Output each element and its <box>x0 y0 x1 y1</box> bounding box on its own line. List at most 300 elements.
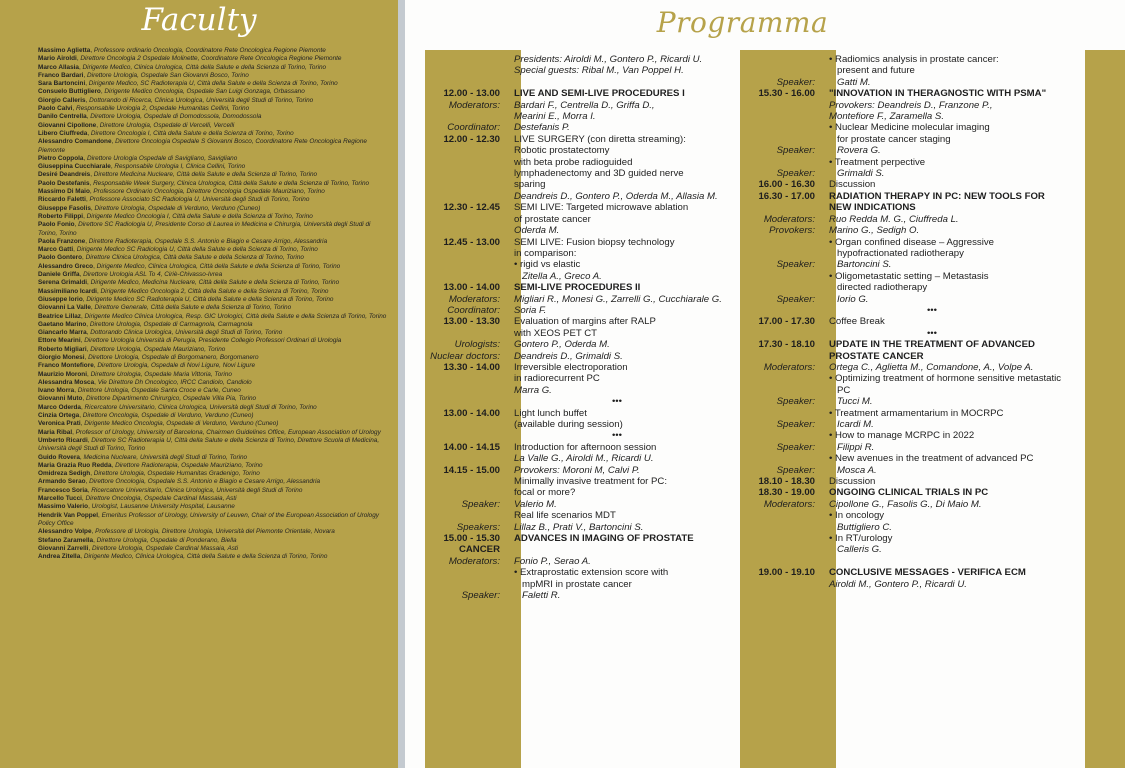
programme-time-label: 18.30 - 19.00 <box>758 487 815 499</box>
faculty-name: Desiré Deandreis <box>38 171 91 179</box>
faculty-entry: Serena Grimaldi, Dirigente Medico, Medicina Nucleare, Città della Salute e della Scienza di Torino, Torino <box>38 279 340 287</box>
faculty-role: Direttore SC Radioterapia U, Città della Salute e della Scienza di Torino, Direttore Scuola di Medicina, Università degli Studi di Torino, Torino <box>38 436 380 453</box>
programme-time-label <box>745 65 829 76</box>
programme-content: in radiorecurrent PC <box>514 373 600 385</box>
programme-row <box>430 54 760 65</box>
programme-time-label <box>745 237 829 248</box>
faculty-role: Direttore Dipartimento Chirurgico, Ospedale Villa Pia, Torino <box>85 395 257 403</box>
programme-time-label <box>430 65 514 76</box>
programme-row <box>745 225 1075 236</box>
programme-content: present and future <box>837 65 915 77</box>
faculty-name: Paolo Gontero <box>38 254 83 262</box>
faculty-name: Giuseppe Fasolis <box>38 204 91 212</box>
programme-row <box>745 214 1075 225</box>
programme-content: SEMI-LIVE PROCEDURES II <box>514 282 641 294</box>
faculty-entry: Giuseppe Iorio, Dirigente Medico SC Radioterapia U, Città della Salute e della Scienza di Torino, Torino <box>38 295 334 303</box>
programme-row <box>430 419 760 430</box>
programme-row <box>745 419 1075 430</box>
programme-row <box>430 259 760 270</box>
faculty-role: Direttore Urologia Università di Perugia, Presidente Collegio Professori Ordinari di Urologia <box>84 337 342 345</box>
faculty-entry: Armando Serao, Direttore Oncologia, Ospedale S.S. Antonio e Biagio e Cesare Arrigo, Alessandria <box>38 478 321 486</box>
programme-row <box>745 294 1075 305</box>
programme-row <box>430 100 760 111</box>
programme-content: Gontero P., Oderda M. <box>514 339 610 351</box>
programme-time-label <box>430 168 514 179</box>
programme-time-label <box>430 579 514 590</box>
programme-row <box>430 510 760 521</box>
faculty-role: Direttore Radioterapia, Ospedale Mauriziano, Torino <box>115 461 263 469</box>
programme-time-label: Moderators: <box>448 293 500 305</box>
programme-content: ••• <box>611 396 623 408</box>
faculty-entry: Alessandro Volpe, Professore di Urologia, Direttore Urologia, Università del Piemonte Orientale, Novara <box>38 528 335 536</box>
programme-row <box>430 487 760 498</box>
programme-row <box>745 237 1075 248</box>
programme-content: NEW INDICATIONS <box>829 202 916 214</box>
faculty-role: Dirigente Medico Clinica Urologica, Resp. GIC Urologici, Città della Salute e della Scienza di Torino, Torino <box>84 312 387 320</box>
faculty-name: Giovanni Muto <box>38 395 83 403</box>
programme-content: lymphadenectomy and 3D guided nerve <box>514 168 684 180</box>
programme-row <box>745 248 1075 259</box>
faculty-name: Maurizio Moroni <box>38 370 87 378</box>
programme-content: Deandreis D., Grimaldi S. <box>514 350 623 362</box>
faculty-name: Ivano Morra <box>38 387 75 395</box>
faculty-entry: Paolo Calvi, Responsabile Urologia 2, Ospedale Humanitas Cellini, Torino <box>38 105 250 113</box>
faculty-role: Dirigente Medico, Medicina Nucleare, Città della Salute e della Scienza di Torino, Torino <box>90 279 340 287</box>
programme-content: ADVANCES IN IMAGING OF PROSTATE <box>514 533 694 545</box>
programme-content: Grimaldi S. <box>837 168 885 180</box>
programme-time-label: Speaker: <box>461 498 500 510</box>
programme-row <box>430 134 760 145</box>
programme-time-label: 19.00 - 19.10 <box>758 567 815 579</box>
programme-time-label: Moderators: <box>448 555 500 567</box>
faculty-role: Direttore Urologia, Ospedale di Domodossola, Domodossola <box>90 113 262 121</box>
programme-time-label <box>745 54 829 65</box>
programme-time-label <box>430 225 514 236</box>
programme-time-label <box>745 122 829 133</box>
faculty-name: Alessandro Comandone <box>38 138 112 146</box>
programme-time-label: 13.30 - 14.00 <box>443 361 500 373</box>
faculty-name: Hendrik Van Poppel <box>38 511 99 519</box>
faculty-role: Dirigente Medico, Clinica Urologica, Città della Salute e della Scienza di Torino, Torino <box>82 63 327 71</box>
programme-time-label: 12.00 - 13.00 <box>443 88 500 100</box>
programme-content: ••• <box>926 304 938 316</box>
programme-content: Bartoncini S. <box>837 259 892 271</box>
programme-time-label <box>430 191 514 202</box>
programme-row <box>745 487 1075 498</box>
programme-row <box>745 145 1075 156</box>
programme-row <box>430 567 760 578</box>
programme-content: Migliari R., Monesi G., Zarrelli G., Cucchiarale G. <box>514 293 722 305</box>
faculty-name: Franco Montefiore <box>38 362 94 370</box>
programme-content: Light lunch buffet <box>514 407 587 419</box>
programme-row <box>745 465 1075 476</box>
programme-column-right <box>745 54 1075 590</box>
faculty-name: Gaetano Marino <box>38 320 87 328</box>
faculty-entry: Beatrice Lillaz, Dirigente Medico Clinica Urologica, Resp. GIC Urologici, Città della Salute e della Scienza di Torino, Torino <box>38 312 387 320</box>
faculty-entry: Giancarlo Marra, Dottorando Clinica Urologica, Università degli Studi di Torino, Torino <box>38 329 283 337</box>
programme-content: Introduction for afternoon session <box>514 441 657 453</box>
programme-content <box>514 544 760 555</box>
programme-row <box>430 225 760 236</box>
programme-panel <box>405 0 1125 768</box>
programme-row <box>745 88 1075 99</box>
faculty-name: Paolo Destefanis <box>38 179 90 187</box>
programme-content: Mearini E., Morra I. <box>514 111 596 123</box>
programme-time-label: Moderators: <box>763 498 815 510</box>
faculty-name: Marco Allasia <box>38 63 79 71</box>
faculty-entry: Ettore Mearini, Direttore Urologia Università di Perugia, Presidente Collegio Professori Ordinari di Urologia <box>38 337 342 345</box>
faculty-entry: Veronica Prati, Dirigente Medico Oncologia, Ospedale di Verduno, Verduno (Cuneo) <box>38 420 279 428</box>
programme-time-label: 18.10 - 18.30 <box>758 476 815 488</box>
programme-time-label: 16.30 - 17.00 <box>758 190 815 202</box>
programme-row <box>430 214 760 225</box>
programme-row <box>430 533 760 544</box>
programme-time-label <box>430 328 514 339</box>
programme-row <box>430 202 760 213</box>
faculty-entry: Maurizio Moroni, Direttore Urologia, Ospedale Maria Vittoria, Torino <box>38 370 232 378</box>
faculty-entry: Marcello Tucci, Direttore Oncologia, Ospedale Cardinal Massaia, Asti <box>38 495 237 503</box>
programme-row <box>745 157 1075 168</box>
faculty-name: Serena Grimaldi <box>38 279 88 287</box>
programme-row <box>745 202 1075 213</box>
programme-content: • Extraprostatic extension score with <box>514 567 669 579</box>
faculty-entry: Giorgio Calleris, Dottorando di Ricerca, Clinica Urologica, Università degli Studi di Torino, Torino <box>38 96 314 104</box>
programme-time-label <box>745 510 829 521</box>
programme-row <box>430 294 760 305</box>
programme-time-label <box>430 157 514 168</box>
programme-row <box>430 179 760 190</box>
programme-row <box>745 556 1075 567</box>
faculty-role: Direttore Oncologia I, Città della Salute e della Scienza di Torino, Torino <box>90 129 294 137</box>
faculty-name: Massimo Di Maio <box>38 188 90 196</box>
programme-content: focal or more? <box>514 487 576 499</box>
programme-content: Airoldi M., Gontero P., Ricardi U. <box>829 578 967 590</box>
programme-row <box>745 362 1075 373</box>
faculty-role: Professore ordinario Oncologia, Coordinatore Rete Oncologica Regione Piemonte <box>93 47 326 54</box>
programme-time-label: Coordinator: <box>447 122 500 134</box>
programme-content: Gatti M. <box>837 76 871 88</box>
faculty-name: Roberto Migliari <box>38 345 87 353</box>
programme-row <box>745 179 1075 190</box>
programme-row <box>745 168 1075 179</box>
faculty-name: Franco Bardari <box>38 71 84 79</box>
programme-row <box>430 579 760 590</box>
faculty-name: Massimo Valerio <box>38 503 89 511</box>
programme-time-label <box>745 351 829 362</box>
programme-content: Provokers: Moroni M, Calvi P. <box>514 464 640 476</box>
programme-row <box>745 134 1075 145</box>
faculty-name: Guido Rovera <box>38 453 80 461</box>
programme-time-label: Moderators: <box>763 361 815 373</box>
programme-row <box>745 510 1075 521</box>
programme-time-label <box>745 328 829 339</box>
programme-content: La Valle G., Airoldi M., Ricardi U. <box>514 453 654 465</box>
faculty-name: Andrea Zitella <box>38 553 81 561</box>
programme-content: Tucci M. <box>837 396 873 408</box>
faculty-name: Marco Oderda <box>38 403 81 411</box>
faculty-role: Direttore Urologia, Ospedale di Carmagnola, Carmagnola <box>89 320 253 328</box>
programme-row <box>745 351 1075 362</box>
programme-content: Provokers: Deandreis D., Franzone P., <box>829 99 993 111</box>
faculty-role: Direttore Urologia, Ospedale di Ponderano, Biella <box>96 536 237 544</box>
programme-row <box>430 339 760 350</box>
programme-row <box>745 567 1075 578</box>
programme-row <box>745 328 1075 339</box>
programme-content: Bardari F., Centrella D., Griffa D., <box>514 99 655 111</box>
faculty-entry: Franco Bardari, Direttore Urologia, Ospedale San Giovanni Bosco, Torino <box>38 71 249 79</box>
faculty-name: Riccardo Faletti <box>38 196 86 204</box>
faculty-role: Direttore Urologia, Ospedale San Giovanni Bosco, Torino <box>87 71 249 79</box>
programme-row <box>745 282 1075 293</box>
programme-content: • Oligometastatic setting – Metastasis <box>829 270 989 282</box>
faculty-entry: Marco Gatti, Dirigente Medico SC Radiologia U, Città della Salute e della Scienza di Torino, Torino <box>38 246 318 254</box>
faculty-role: Dirigente Medico Oncologia, Ospedale San Luigi Gonzaga, Orbassano <box>104 88 305 96</box>
faculty-role: Dirigente Medico Oncologia 2, Città della Salute e della Scienza di Torino, Torino <box>100 287 329 295</box>
programme-time-label <box>745 202 829 213</box>
programme-time-label <box>430 487 514 498</box>
programme-time-label <box>745 282 829 293</box>
faculty-role: Responsabile Week Surgery, Clinica Urologica, Città della Salute e della Scienza di Torino, Torino <box>93 179 370 187</box>
programme-content: with XEOS PET CT <box>514 327 597 339</box>
faculty-entry: Massimo Di Maio, Professore Ordinario Oncologia, Direttore Oncologia Ospedale Mauriziano, Torino <box>38 188 325 196</box>
faculty-name: Giovanni Zarrelli <box>38 544 89 552</box>
faculty-entry: Marco Oderda, Ricercatore Universitario, Clinica Urologica, Università degli Studi di Torino, Torino <box>38 403 317 411</box>
programme-row <box>430 373 760 384</box>
faculty-name: Danilo Centrella <box>38 113 87 121</box>
programme-row <box>430 351 760 362</box>
programme-content: • In oncology <box>829 510 885 522</box>
programme-time-label: 12.45 - 13.00 <box>443 236 500 248</box>
programme-column-left <box>430 54 760 602</box>
programme-time-label: 13.00 - 13.30 <box>443 316 500 328</box>
programme-time-label <box>430 385 514 396</box>
programme-time-label <box>430 271 514 282</box>
programme-row <box>745 77 1075 88</box>
faculty-entry: Ivano Morra, Direttore Urologia, Ospedale Santa Croce e Carle, Cuneo <box>38 387 241 395</box>
programme-title: Programma <box>656 6 829 39</box>
programme-content: Marino G., Sedigh O. <box>829 225 920 237</box>
faculty-name: Stefano Zaramella <box>38 536 94 544</box>
programme-row <box>430 316 760 327</box>
faculty-role: Direttore Oncologia 2 Ospedale Molinette, Coordinatore Rete Oncologica Regione Piemonte <box>80 55 342 63</box>
faculty-role: Dirigente Medico SC Radiologia U, Città della Salute e della Scienza di Torino, Torino <box>76 246 318 254</box>
faculty-name: Marco Gatti <box>38 246 74 254</box>
programme-content: Faletti R. <box>522 590 561 602</box>
programme-time-label: Coordinator: <box>447 304 500 316</box>
faculty-name: Marcello Tucci <box>38 495 82 503</box>
faculty-role: Direttore Oncologia, Ospedale Cardinal Massaia, Asti <box>85 495 237 503</box>
programme-content: • Optimizing treatment of hormone sensitive metastatic PC <box>829 373 1062 396</box>
programme-time-label: 15.30 - 16.00 <box>758 88 815 100</box>
faculty-name: Pietro Coppola <box>38 154 84 162</box>
faculty-role: Professore Ordinario Oncologia, Direttore Oncologia Ospedale Mauriziano, Torino <box>93 188 325 196</box>
programme-time-label <box>430 214 514 225</box>
faculty-entry: Paola Franzone, Direttore Radioterapia, Ospedale S.S. Antonio e Biagio e Cesare Arrigo, Alessandria <box>38 237 328 245</box>
faculty-entry: Paolo Destefanis, Responsabile Week Surgery, Clinica Urologica, Città della Salute e della Scienza di Torino, Torino <box>38 179 370 187</box>
programme-time-label <box>745 100 829 111</box>
programme-content: for prostate cancer staging <box>837 133 951 145</box>
faculty-role: Dirigente Medico, SC Radioterapia U, Città della Salute e della Scienza di Torino, Torino <box>88 80 338 88</box>
programme-content: • Treatment perpective <box>829 156 926 168</box>
faculty-role: Direttore Urologia, Ospedale Cardinal Massaia, Asti <box>92 544 239 552</box>
faculty-role: Ricercatore Universitario, Clinica Urologica, Università degli Studi di Torino <box>91 486 303 494</box>
faculty-name: Sara Bartoncini <box>38 80 86 88</box>
programme-time-label <box>430 373 514 384</box>
faculty-name: Daniele Griffa <box>38 271 80 279</box>
programme-time-label <box>745 544 829 555</box>
faculty-name: Alessandro Greco <box>38 262 94 270</box>
programme-time-label <box>745 111 829 122</box>
programme-content: Cipollone G., Fasolis G., Di Maio M. <box>829 498 982 510</box>
programme-row <box>745 100 1075 111</box>
programme-time-label <box>745 373 829 396</box>
programme-row <box>745 191 1075 202</box>
programme-row <box>745 111 1075 122</box>
programme-content: • How to manage MCRPC in 2022 <box>829 430 975 442</box>
programme-content: Deandreis D., Gontero P., Oderda M., Allasia M. <box>514 190 718 202</box>
programme-time-label <box>430 419 514 430</box>
programme-row <box>430 385 760 396</box>
faculty-role: Direttore Urologia, Ospedale di Vercelli, Vercelli <box>99 121 235 129</box>
programme-content: Minimally invasive treatment for PC: <box>514 476 668 488</box>
faculty-role: Dirigente Medico, Clinica Urologica, Città della Salute e della Scienza di Torino, Torino <box>83 553 328 561</box>
programme-time-label <box>430 248 514 259</box>
programme-content: sparing <box>514 179 546 191</box>
programme-time-label <box>745 271 829 282</box>
faculty-name: Mario Airoldi <box>38 55 77 63</box>
faculty-name: Giancarlo Marra <box>38 329 87 337</box>
programme-content: (available during session) <box>514 419 623 430</box>
programme-content: Robotic prostatectomy <box>514 145 610 157</box>
faculty-name: Francesco Soria <box>38 486 88 494</box>
faculty-role: Vie Direttore Dh Oncologico, IRCC Candiolo, Candiolo <box>97 378 252 386</box>
programme-content: ••• <box>611 430 623 442</box>
faculty-entry: Paolo Fonio, Direttore SC Radiologia U, Presidente Corso di Laurea in Medicina e Chirurgia, Università degli Studi di Torino, Torino <box>38 221 371 237</box>
faculty-role: Direttore Radioterapia, Ospedale S.S. Antonio e Biagio e Cesare Arrigo, Alessandria <box>88 237 328 245</box>
programme-content: PROSTATE CANCER <box>829 350 924 362</box>
faculty-entry: Sara Bartoncini, Dirigente Medico, SC Radioterapia U, Città della Salute e della Scienza di Torino, Torino <box>38 80 338 88</box>
programme-content: Discussion <box>829 476 876 488</box>
faculty-role: Direttore Oncologia Ospedale S Giovanni Bosco, Coordinatore Rete Oncologica Regione Piemonte <box>38 138 367 154</box>
programme-time-label: 14.00 - 14.15 <box>443 441 500 453</box>
faculty-role: Urologist, Lausanne University Hospital, Lausanne <box>91 503 235 511</box>
programme-row <box>745 544 1075 555</box>
faculty-entry: Giuseppina Cucchiarale, Responsabile Urologia I, Clinica Cellini, Torino <box>38 163 246 171</box>
faculty-entry: Giovanni Muto, Direttore Dipartimento Chirurgico, Ospedale Villa Pia, Torino <box>38 395 257 403</box>
programme-time-label: 14.15 - 15.00 <box>443 464 500 476</box>
programme-row <box>430 476 760 487</box>
faculty-role: Medicina Nucleare, Università degli Studi di Torino, Torino <box>83 453 248 461</box>
programme-content: Filippi R. <box>837 441 875 453</box>
programme-time-label: Speaker: <box>776 419 815 430</box>
faculty-name: Alessandra Mosca <box>38 378 95 386</box>
programme-row <box>430 430 760 441</box>
faculty-name: Giovanni La Valle <box>38 304 91 312</box>
faculty-entry: Desiré Deandreis, Direttore Medicina Nucleare, Città della Salute e della Scienza di Torino, Torino <box>38 171 318 179</box>
programme-row <box>745 522 1075 533</box>
programme-content: Buttigliero C. <box>837 521 892 533</box>
faculty-name: Libero Ciuffreda <box>38 129 88 137</box>
programme-row <box>430 590 760 601</box>
faculty-role: Professor of Urology, University of Barcelona, Chairmen Guidelines Office, European Association of Urology <box>75 428 381 436</box>
faculty-role: Direttore Urologia, Ospedale di Borgomanero, Borgomanero <box>88 353 259 361</box>
faculty-entry: Umberto Ricardi, Direttore SC Radioterapia U, Città della Salute e della Scienza di Torino, Direttore Scuola di Medicina, Università degli Studi di Torino, Torino <box>38 436 380 453</box>
programme-row <box>745 316 1075 327</box>
programme-row <box>745 396 1075 407</box>
faculty-role: Dottorando di Ricerca, Clinica Urologica, Università degli Studi di Torino, Torino <box>89 96 314 104</box>
faculty-entry: Hendrik Van Poppel, Emeritus Professor of Urology, University of Leuven, Chair of the European Association of Urology Policy Office <box>38 511 379 527</box>
faculty-name: Giorgio Calleris <box>38 96 86 104</box>
programme-row <box>430 522 760 533</box>
programme-row <box>430 122 760 133</box>
faculty-title: Faculty <box>141 2 257 38</box>
faculty-entry: Giovanni Cipollone, Direttore Urologia, Ospedale di Vercelli, Vercelli <box>38 121 235 129</box>
programme-row <box>430 248 760 259</box>
faculty-role: Direttore Urologia, Ospedale Mauriziano, Torino <box>90 345 226 353</box>
faculty-entry: Omidreza Sedigh, Direttore Urologia, Ospedale Humanitas Gradenigo, Torino <box>38 470 260 478</box>
faculty-entry: Libero Ciuffreda, Direttore Oncologia I, Città della Salute e della Scienza di Torino, Torino <box>38 129 294 137</box>
programme-content: Mosca A. <box>837 464 877 476</box>
faculty-entry: Alessandro Greco, Dirigente Medico, Clinica Urologica, Città della Salute e della Scienza di Torino, Torino <box>38 262 341 270</box>
faculty-entry: Massimo Valerio, Urologist, Lausanne University Hospital, Lausanne <box>38 503 235 511</box>
programme-row <box>430 65 760 76</box>
faculty-entry: Franco Montefiore, Direttore Urologia, Ospedale di Novi Ligure, Novi Ligure <box>38 362 256 370</box>
programme-content: Rovera G. <box>837 145 881 157</box>
programme-time-label: Urologists: <box>454 339 500 351</box>
faculty-role: Direttore Generale, Città della Salute e della Scienza di Torino, Torino <box>94 304 292 312</box>
faculty-entry: Gaetano Marino, Direttore Urologia, Ospedale di Carmagnola, Carmagnola <box>38 320 253 328</box>
programme-content: Soria F. <box>514 304 547 316</box>
programme-time-label <box>745 556 829 567</box>
programme-row <box>430 499 760 510</box>
programme-content: LIVE SURGERY (con diretta streaming): <box>514 133 686 145</box>
faculty-role: Emeritus Professor of Urology, University of Leuven, Chair of the European Association of Urology Policy Office <box>38 511 379 527</box>
programme-time-label: Moderators: <box>448 99 500 111</box>
programme-time-label: Nuclear doctors: <box>430 350 500 362</box>
faculty-role: Direttore Urologia, Ospedale Santa Croce e Carle, Cuneo <box>77 387 241 395</box>
faculty-name: Paola Franzone <box>38 237 86 245</box>
programme-content: Calleris G. <box>837 544 882 556</box>
programme-time-label: 16.00 - 16.30 <box>758 179 815 191</box>
programme-time-label <box>430 111 514 122</box>
faculty-role: Direttore Oncologia, Ospedale S.S. Antonio e Biagio e Cesare Arrigo, Alessandria <box>89 478 321 486</box>
programme-time-label: 13.00 - 14.00 <box>443 407 500 419</box>
programme-content: RADIATION THERAPY IN PC: NEW TOOLS FOR <box>829 190 1045 202</box>
programme-content: Lillaz B., Prati V., Bartoncini S. <box>514 521 644 533</box>
faculty-role: Direttore SC Radiologia U, Presidente Corso di Laurea in Medicina e Chirurgia, Università degli Studi di Torino, Torino <box>38 221 371 237</box>
faculty-role: Direttore Urologia, Ospedale Maria Vittoria, Torino <box>90 370 232 378</box>
programme-row <box>430 442 760 453</box>
faculty-name: Cinzia Ortega <box>38 412 80 420</box>
faculty-list <box>38 47 390 561</box>
programme-time-label <box>430 510 514 521</box>
programme-row <box>745 54 1075 65</box>
programme-content: Zitella A., Greco A. <box>522 270 602 282</box>
faculty-role: Direttore Medicina Nucleare, Città della Salute e della Scienza di Torino, Torino <box>93 171 318 179</box>
faculty-entry: Giuseppe Fasolis, Direttore Urologia, Ospedale di Verduno, Verduno (Cuneo) <box>38 204 261 212</box>
programme-content: Special guests: Ribal M., Van Poppel H. <box>514 65 684 77</box>
programme-time-label: 13.00 - 14.00 <box>443 282 500 294</box>
programme-content: Marra G. <box>514 384 552 396</box>
faculty-entry: Guido Rovera, Medicina Nucleare, Università degli Studi di Torino, Torino <box>38 453 248 461</box>
programme-content <box>829 556 1075 567</box>
faculty-entry: Consuelo Buttigliero, Dirigente Medico Oncologia, Ospedale San Luigi Gonzaga, Orbassano <box>38 88 305 96</box>
programme-content: Fonio P., Serao A. <box>514 555 591 567</box>
faculty-name: Paolo Fonio <box>38 221 75 229</box>
programme-content: Real life scenarios MDT <box>514 510 616 522</box>
programme-time-label <box>430 145 514 156</box>
programme-time-label <box>745 522 829 533</box>
